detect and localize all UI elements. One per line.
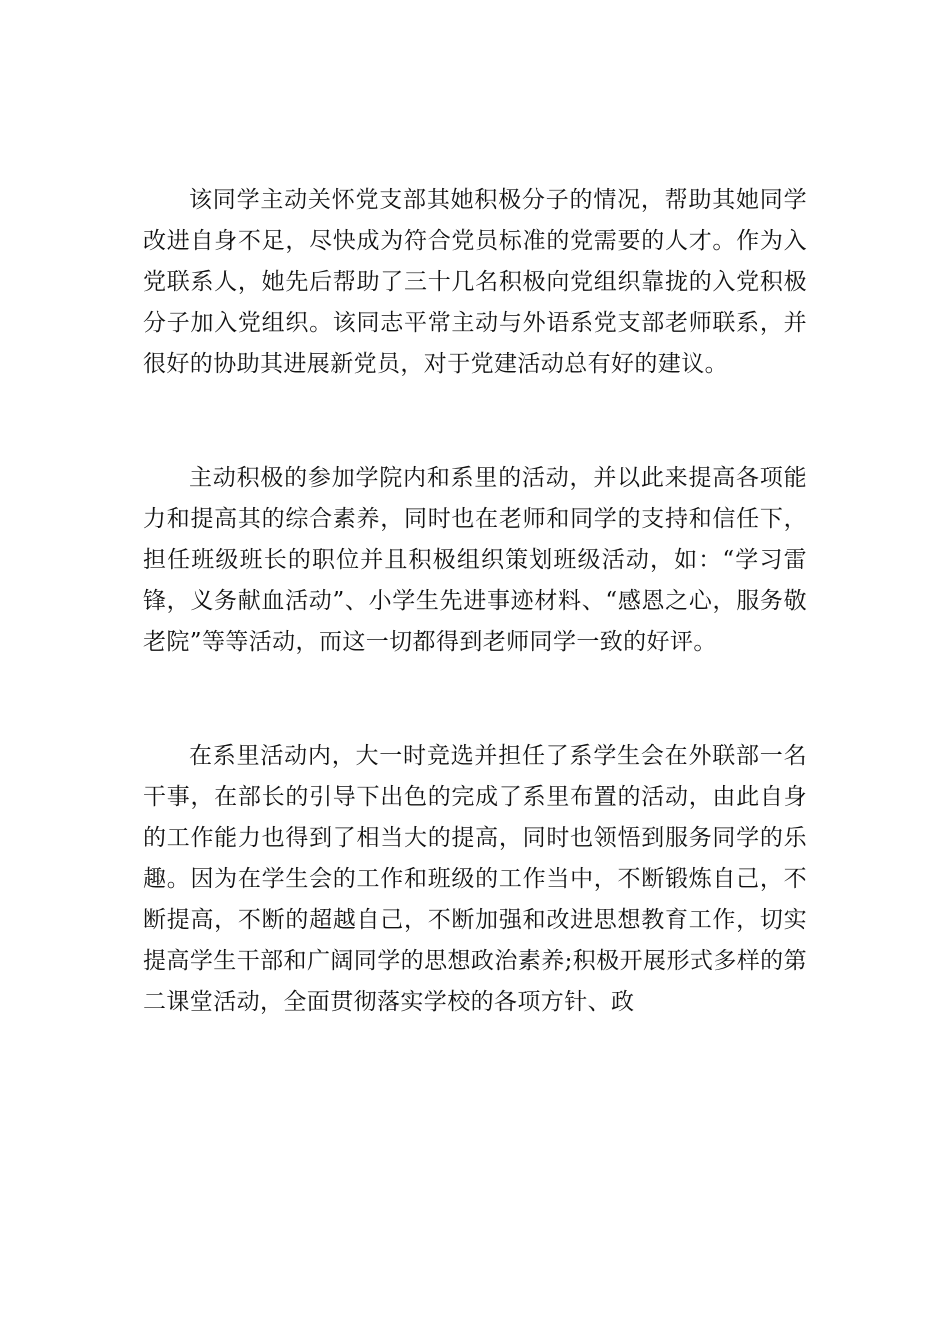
paragraph-3: 在系里活动内，大一时竞选并担任了系学生会在外联部一名干事，在部长的引导下出色的完成了系里布置的活动，由此自身的工作能力也得到了相当大的提高，同时也领悟到服务同学的乐趣。因为在学生会的工作和班级的工作当中，不断锻炼自己，不断提高，不断的超越自己，不断加强和改进思想教育工作，切实提高学生干部和广阔同学的思想政治素养;积极开展形式多样的第二课堂活动，全面贯彻落实学校的各项方针、政 — [143, 743, 807, 1015]
document-body — [143, 180, 807, 1023]
paragraph-2: 主动积极的参加学院内和系里的活动，并以此来提高各项能力和提高其的综合素养，同时也在老师和同学的支持和信任下，担任班级班长的职位并且积极组织策划班级活动，如：“学习雷锋，义务献血活动”、小学生先进事迹材料、“感恩之心，服务敬老院”等等活动，而这一切都得到老师同学一致的好评。 — [143, 465, 807, 655]
paragraph-1: 该同学主动关怀党支部其她积极分子的情况，帮助其她同学改进自身不足，尽快成为符合党员标准的党需要的人才。作为入党联系人，她先后帮助了三十几名积极向党组织靠拢的入党积极分子加入党组织。该同志平常主动与外语系党支部老师联系，并很好的协助其进展新党员，对于党建活动总有好的建议。 — [143, 187, 807, 377]
